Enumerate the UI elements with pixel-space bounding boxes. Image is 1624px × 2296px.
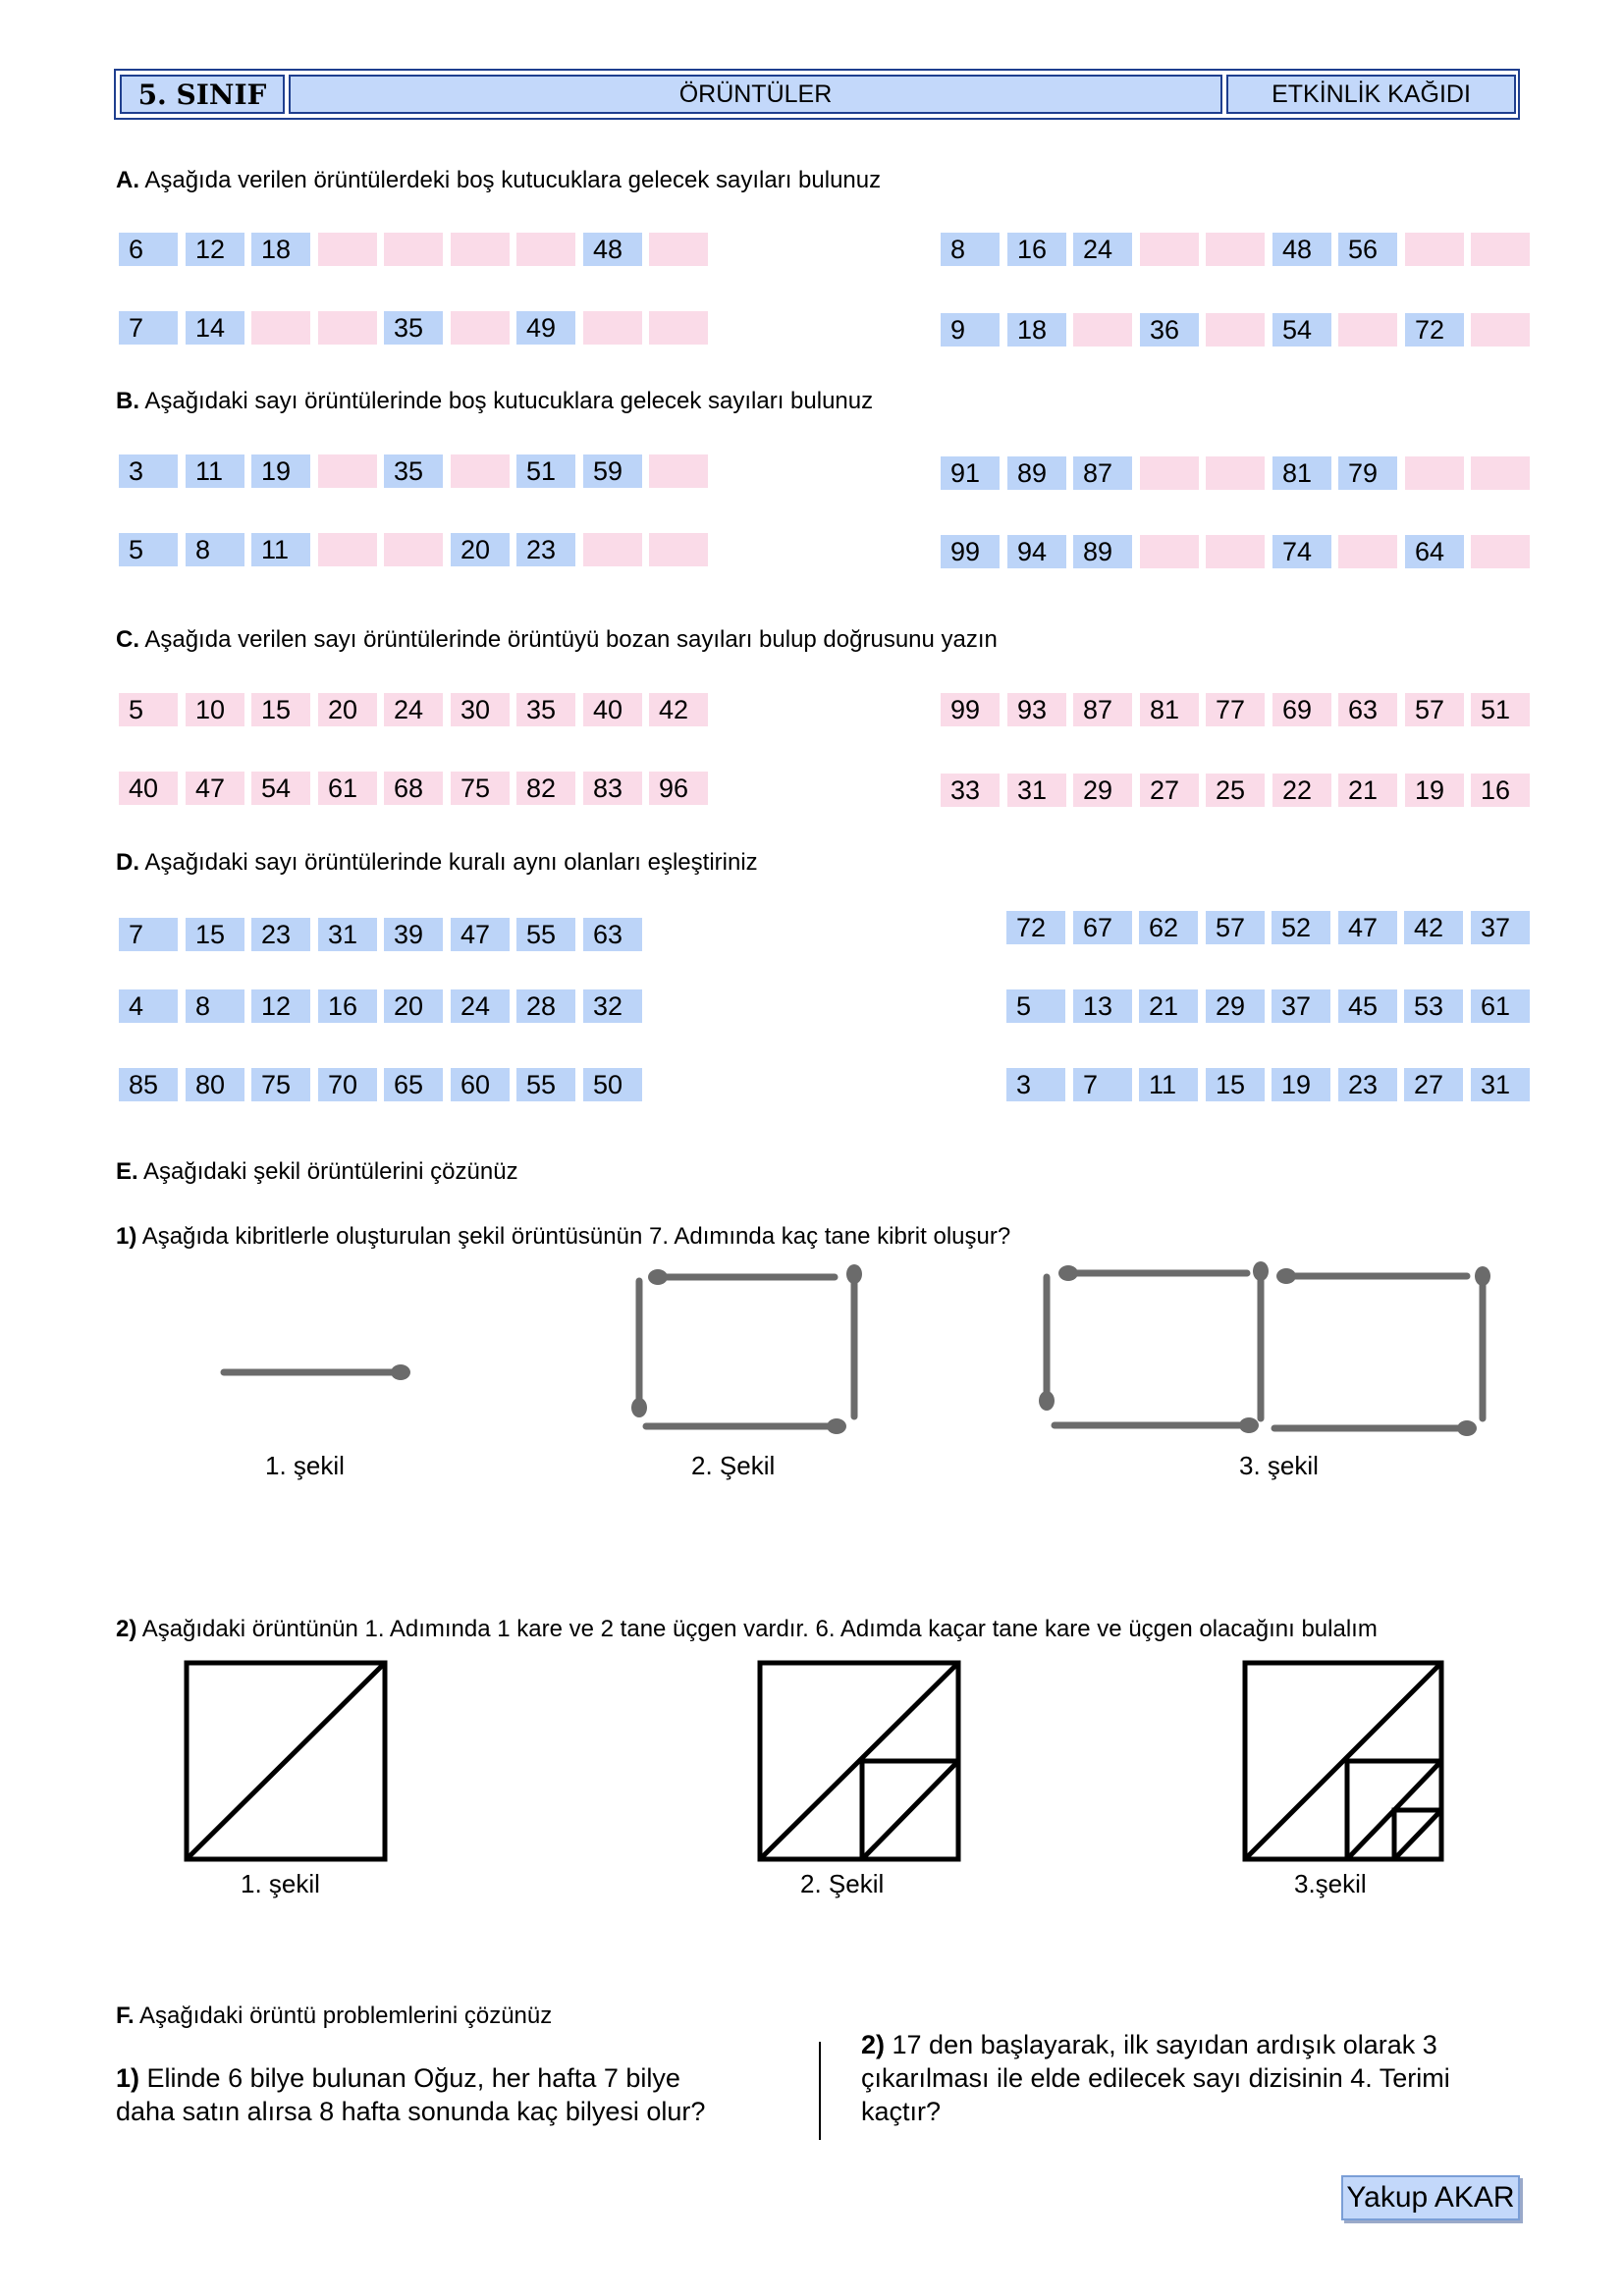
number-box: 55 [516, 1068, 575, 1101]
number-box: 21 [1139, 989, 1198, 1023]
section-b-title: B. Aşağıdaki sayı örüntülerinde boş kutucuklara gelecek sayıları bulunuz [116, 388, 874, 414]
blank-box[interactable] [1140, 456, 1199, 490]
number-box: 69 [1272, 693, 1331, 726]
number-box: 35 [384, 311, 443, 345]
blank-box[interactable] [1471, 535, 1530, 568]
number-box: 48 [583, 233, 642, 266]
problem-1: 1) Elinde 6 bilye bulunan Oğuz, her hafta 7 bilye daha satın alırsa 8 hafta sonunda kaç bilyesi olur? [116, 2063, 706, 2126]
number-box: 20 [451, 533, 510, 566]
blank-box[interactable] [1471, 313, 1530, 347]
number-box: 99 [941, 693, 1000, 726]
figure-label: 1. şekil [265, 1451, 345, 1480]
number-box: 94 [1007, 535, 1066, 568]
blank-box[interactable] [1405, 456, 1464, 490]
number-box: 20 [384, 989, 443, 1023]
number-box: 81 [1140, 693, 1199, 726]
number-box: 24 [451, 989, 510, 1023]
number-box: 37 [1471, 911, 1530, 944]
number-box: 56 [1338, 233, 1397, 266]
number-box: 60 [451, 1068, 510, 1101]
number-box: 20 [318, 693, 377, 726]
number-box: 81 [1272, 456, 1331, 490]
number-box: 50 [583, 1068, 642, 1101]
number-box: 54 [1272, 313, 1331, 347]
number-box: 16 [318, 989, 377, 1023]
number-box: 25 [1206, 774, 1265, 807]
number-box: 59 [583, 454, 642, 488]
number-box: 57 [1206, 911, 1265, 944]
grade-label: 5. SINIF [120, 75, 285, 114]
blank-box[interactable] [318, 454, 377, 488]
number-box: 93 [1007, 693, 1066, 726]
figure-label: 3.şekil [1294, 1869, 1367, 1898]
blank-box[interactable] [583, 533, 642, 566]
number-box: 63 [1338, 693, 1397, 726]
number-box: 8 [941, 233, 1000, 266]
number-box: 31 [318, 918, 377, 951]
number-box: 89 [1073, 535, 1132, 568]
blank-box[interactable] [516, 233, 575, 266]
number-box: 83 [583, 772, 642, 805]
blank-box[interactable] [1206, 535, 1265, 568]
number-box: 31 [1007, 774, 1066, 807]
number-box: 23 [1338, 1068, 1397, 1101]
number-box: 8 [186, 989, 244, 1023]
number-box: 63 [583, 918, 642, 951]
problem-2: 2) 17 den başlayarak, ilk sayıdan ardışık olarak 3 çıkarılması ile elde edilecek sayı dizisinin 4. Terimi kaçtır? [861, 2030, 1450, 2126]
section-d-title: D. Aşağıdaki sayı örüntülerinde kuralı aynı olanları eşleştiriniz [116, 849, 758, 876]
number-box: 19 [251, 454, 310, 488]
blank-box[interactable] [451, 311, 510, 345]
number-box: 19 [1272, 1068, 1330, 1101]
matchstick-pattern-figure [0, 1261, 1624, 1379]
number-box: 51 [1471, 693, 1530, 726]
number-box: 3 [1006, 1068, 1065, 1101]
number-box: 29 [1206, 989, 1265, 1023]
number-box: 15 [251, 693, 310, 726]
number-box: 5 [1006, 989, 1065, 1023]
figure-label: 2. Şekil [691, 1451, 776, 1480]
matchstick-question: 1) Aşağıda kibritlerle oluşturulan şekil örüntüsünün 7. Adımında kaç tane kibrit oluşur? [116, 1223, 1011, 1250]
number-box: 35 [516, 693, 575, 726]
number-box: 14 [186, 311, 244, 345]
number-box: 85 [119, 1068, 178, 1101]
blank-box[interactable] [1206, 313, 1265, 347]
number-box: 72 [1405, 313, 1464, 347]
number-box: 64 [1405, 535, 1464, 568]
blank-box[interactable] [251, 311, 310, 345]
number-box: 10 [186, 693, 244, 726]
number-box: 72 [1006, 911, 1065, 944]
number-box: 16 [1471, 774, 1530, 807]
number-box: 82 [516, 772, 575, 805]
blank-box[interactable] [1338, 535, 1397, 568]
number-box: 27 [1140, 774, 1199, 807]
number-box: 23 [516, 533, 575, 566]
number-box: 24 [384, 693, 443, 726]
number-box: 16 [1007, 233, 1066, 266]
number-box: 48 [1272, 233, 1331, 266]
number-box: 7 [1073, 1068, 1132, 1101]
number-box: 19 [1405, 774, 1464, 807]
number-box: 4 [119, 989, 178, 1023]
blank-box[interactable] [1338, 313, 1397, 347]
number-box: 67 [1073, 911, 1132, 944]
section-f-title: F. Aşağıdaki örüntü problemlerini çözünüz [116, 2002, 553, 2029]
number-box: 8 [186, 533, 244, 566]
number-box: 31 [1471, 1068, 1530, 1101]
number-box: 53 [1404, 989, 1463, 1023]
number-box: 7 [119, 311, 178, 345]
number-box: 13 [1073, 989, 1132, 1023]
blank-box[interactable] [1206, 456, 1265, 490]
number-box: 80 [186, 1068, 244, 1101]
number-box: 3 [119, 454, 178, 488]
number-box: 51 [516, 454, 575, 488]
number-box: 91 [941, 456, 1000, 490]
square-triangle-pattern-figure [0, 1659, 1624, 1865]
number-box: 74 [1272, 535, 1331, 568]
number-box: 61 [1471, 989, 1530, 1023]
number-box: 15 [186, 918, 244, 951]
author-signature: Yakup AKAR [1341, 2175, 1520, 2220]
number-box: 37 [1272, 989, 1330, 1023]
number-box: 61 [318, 772, 377, 805]
number-box: 21 [1338, 774, 1397, 807]
number-box: 40 [583, 693, 642, 726]
number-box: 5 [119, 693, 178, 726]
blank-box[interactable] [1471, 456, 1530, 490]
number-box: 79 [1338, 456, 1397, 490]
number-box: 47 [451, 918, 510, 951]
number-box: 47 [1338, 911, 1397, 944]
number-box: 28 [516, 989, 575, 1023]
topic-label: ÖRÜNTÜLER [289, 75, 1222, 114]
section-e-title: E. Aşağıdaki şekil örüntülerini çözünüz [116, 1158, 518, 1185]
blank-box[interactable] [1140, 535, 1199, 568]
number-box: 89 [1007, 456, 1066, 490]
number-box: 22 [1272, 774, 1331, 807]
number-box: 7 [119, 918, 178, 951]
blank-box[interactable] [1206, 233, 1265, 266]
number-box: 12 [186, 233, 244, 266]
number-box: 11 [186, 454, 244, 488]
number-box: 87 [1073, 456, 1132, 490]
number-box: 29 [1073, 774, 1132, 807]
number-box: 18 [251, 233, 310, 266]
blank-box[interactable] [1405, 233, 1464, 266]
blank-box[interactable] [451, 233, 510, 266]
number-box: 54 [251, 772, 310, 805]
number-box: 49 [516, 311, 575, 345]
number-box: 96 [649, 772, 708, 805]
number-box: 42 [649, 693, 708, 726]
figure-label: 3. şekil [1239, 1451, 1319, 1480]
blank-box[interactable] [649, 233, 708, 266]
number-box: 27 [1404, 1068, 1463, 1101]
number-box: 18 [1007, 313, 1066, 347]
blank-box[interactable] [649, 533, 708, 566]
figure-label: 1. şekil [241, 1869, 320, 1898]
number-box: 9 [941, 313, 1000, 347]
number-box: 40 [119, 772, 178, 805]
number-box: 42 [1404, 911, 1463, 944]
number-box: 15 [1206, 1068, 1265, 1101]
section-a-title: A. Aşağıda verilen örüntülerdeki boş kutucuklara gelecek sayıları bulunuz [116, 167, 882, 193]
blank-box[interactable] [1471, 233, 1530, 266]
blank-box[interactable] [318, 233, 377, 266]
number-box: 5 [119, 533, 178, 566]
square-triangle-question: 2) Aşağıdaki örüntünün 1. Adımında 1 kare ve 2 tane üçgen vardır. 6. Adımda kaçar tane kare ve üçgen olacağını bulalım [116, 1616, 1378, 1642]
figure-label: 2. Şekil [800, 1869, 885, 1898]
number-box: 52 [1272, 911, 1330, 944]
number-box: 36 [1140, 313, 1199, 347]
number-box: 99 [941, 535, 1000, 568]
blank-box[interactable] [1140, 233, 1199, 266]
number-box: 11 [251, 533, 310, 566]
blank-box[interactable] [384, 233, 443, 266]
number-box: 11 [1139, 1068, 1198, 1101]
blank-box[interactable] [583, 311, 642, 345]
number-box: 30 [451, 693, 510, 726]
number-box: 33 [941, 774, 1000, 807]
number-box: 24 [1073, 233, 1132, 266]
number-box: 75 [451, 772, 510, 805]
blank-box[interactable] [649, 311, 708, 345]
blank-box[interactable] [451, 454, 510, 488]
section-c-title: C. Aşağıda verilen sayı örüntülerinde örüntüyü bozan sayıları bulup doğrusunu yazın [116, 626, 998, 653]
number-box: 87 [1073, 693, 1132, 726]
number-box: 45 [1338, 989, 1397, 1023]
number-box: 75 [251, 1068, 310, 1101]
number-box: 65 [384, 1068, 443, 1101]
number-box: 23 [251, 918, 310, 951]
blank-box[interactable] [318, 533, 377, 566]
number-box: 39 [384, 918, 443, 951]
blank-box[interactable] [384, 533, 443, 566]
blank-box[interactable] [318, 311, 377, 345]
column-divider [819, 2042, 821, 2140]
number-box: 77 [1206, 693, 1265, 726]
number-box: 12 [251, 989, 310, 1023]
number-box: 35 [384, 454, 443, 488]
number-box: 62 [1139, 911, 1198, 944]
number-box: 6 [119, 233, 178, 266]
number-box: 57 [1405, 693, 1464, 726]
sheet-type-label: ETKİNLİK KAĞIDI [1226, 75, 1516, 114]
blank-box[interactable] [1073, 313, 1132, 347]
worksheet-header [114, 69, 1520, 120]
number-box: 32 [583, 989, 642, 1023]
number-box: 47 [186, 772, 244, 805]
number-box: 68 [384, 772, 443, 805]
blank-box[interactable] [649, 454, 708, 488]
number-box: 70 [318, 1068, 377, 1101]
number-box: 55 [516, 918, 575, 951]
